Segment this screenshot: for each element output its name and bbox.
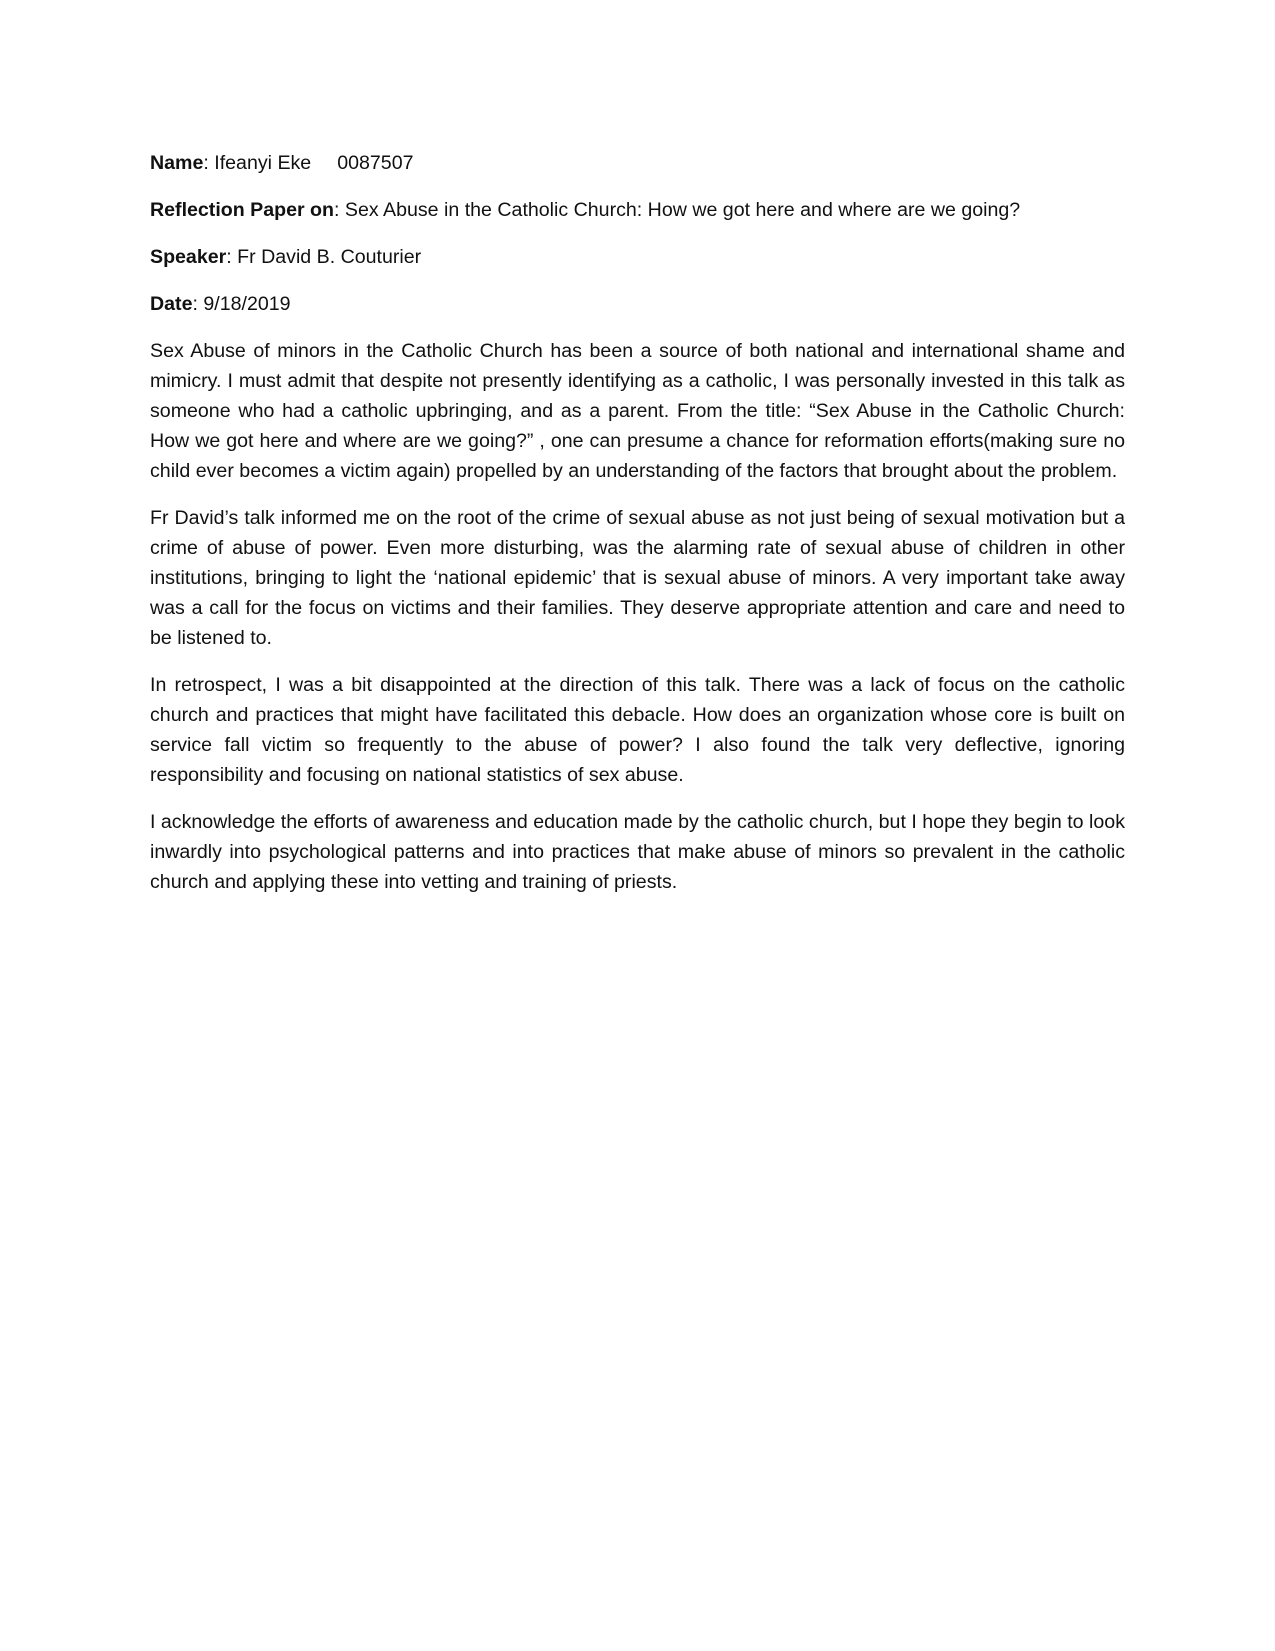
- name-label: Name: [150, 152, 204, 174]
- document-content: [150, 148, 1125, 914]
- topic-label: Reflection Paper on: [150, 199, 334, 221]
- body-paragraph-1: Sex Abuse of minors in the Catholic Church has been a source of both national and international shame and mimicry. I must admit that despite not presently identifying as a catholic, I was personally invested in this talk as someone who had a catholic upbringing, and as a parent. From the title: “Sex Abuse in the Catholic Church: How we got here and where are we going?” , one can presume a chance for reformation efforts(making sure no child ever becomes a victim again) propelled by an understanding of the factors that brought about the problem.: [150, 340, 1125, 482]
- student-id: 0087507: [337, 152, 414, 174]
- date-value: 9/18/2019: [203, 293, 291, 315]
- date-label: Date: [150, 293, 193, 315]
- name-line: Name: Ifeanyi Eke 0087507: [150, 152, 414, 174]
- date-line: Date: 9/18/2019: [150, 293, 291, 315]
- name-value: Ifeanyi Eke: [214, 152, 312, 174]
- speaker-value: Fr David B. Couturier: [237, 246, 422, 268]
- body-paragraph-3: In retrospect, I was a bit disappointed at the direction of this talk. There was a lack of focus on the catholic church and practices that might have facilitated this debacle. How does an organization whose core is built on service fall victim so frequently to the abuse of power? I also found the talk very deflective, ignoring responsibility and focusing on national statistics of sex abuse.: [150, 674, 1125, 786]
- topic-value: Sex Abuse in the Catholic Church: How we got here and where are we going?: [344, 199, 1021, 221]
- speaker-label: Speaker: [150, 246, 227, 268]
- body-paragraph-4: I acknowledge the efforts of awareness and education made by the catholic church, but I hope they begin to look inwardly into psychological patterns and into practices that make abuse of minors so prevalent in the catholic church and applying these into vetting and training of priests.: [150, 811, 1125, 893]
- topic-line: Reflection Paper on: Sex Abuse in the Catholic Church: How we got here and where are we going?: [150, 199, 1021, 221]
- speaker-line: Speaker: Fr David B. Couturier: [150, 246, 422, 268]
- body-paragraph-2: Fr David’s talk informed me on the root of the crime of sexual abuse as not just being of sexual motivation but a crime of abuse of power. Even more disturbing, was the alarming rate of sexual abuse of children in other institutions, bringing to light the ‘national epidemic’ that is sexual abuse of minors. A very important take away was a call for the focus on victims and their families. They deserve appropriate attention and care and need to be listened to.: [150, 507, 1125, 649]
